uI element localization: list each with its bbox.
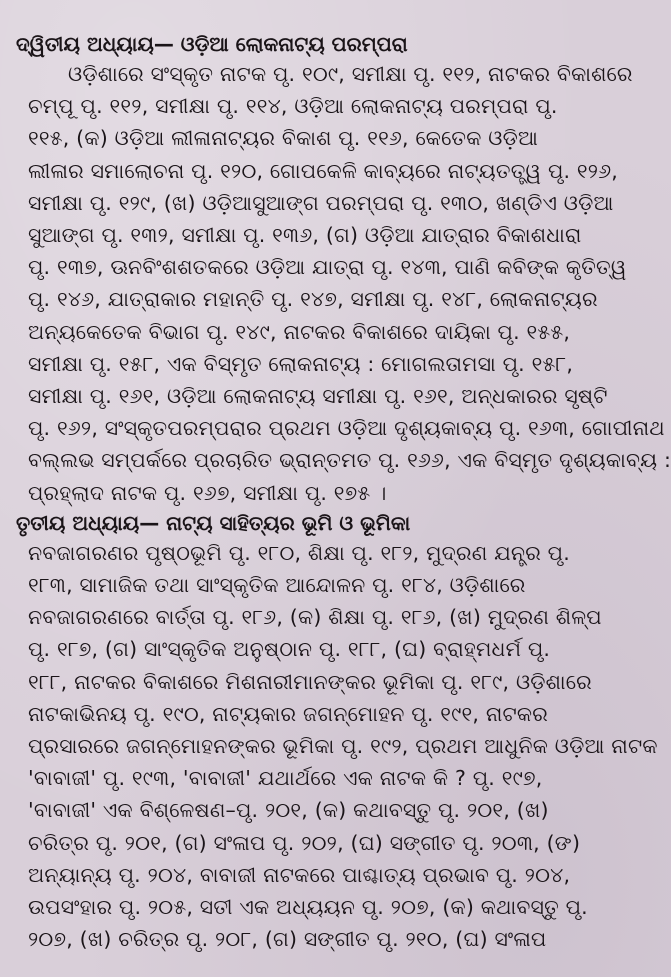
- contents-line: ପୃ. ୧୪୬, ଯାତ୍ରାକାର ମହାନ୍ତି ପୃ. ୧୪୭, ସମୀକ୍ଷା ପୃ. ୧୪୮, ଲୋକନାଟ୍ୟର: [28, 287, 598, 312]
- contents-line: 'ବାବାଜୀ' ଏକ ବିଶ୍ଳେଷଣ–ପୃ. ୨୦୧, (କ) କଥାବସ୍ତୁ ପୃ. ୨୦୧, (ଖ): [28, 798, 549, 823]
- chapter-heading-second: ଦ୍ୱିତୀୟ ଅଧ୍ୟାୟ— ଓଡ଼ିଆ ଲୋକନାଟ୍ୟ ପରମ୍ପରା: [16, 32, 408, 56]
- contents-line: 'ବାବାଜୀ' ପୃ. ୧୯୩, 'ବାବାଜୀ' ଯଥାର୍ଥରେ ଏକ ନାଟକ କି ? ପୃ. ୧୯୭,: [28, 766, 543, 791]
- chapter-contents-second: [16, 58, 671, 509]
- contents-line: ସମୀକ୍ଷା ପୃ. ୧୫୮, ଏକ ବିସ୍ମୃତ ଲୋକନାଟ୍ୟ : ମୋଗଲତାମସା ପୃ. ୧୫୮,: [28, 351, 574, 376]
- contents-line: ସୁଆଙ୍ଗ ପୃ. ୧୩୨, ସମୀକ୍ଷା ପୃ. ୧୩୬, (ଗ) ଓଡ଼ିଆ ଯାତ୍ରାର ବିକାଶଧାରା: [28, 223, 582, 248]
- contents-line: ସମୀକ୍ଷା ପୃ. ୧୨୯, (ଖ) ଓଡ଼ିଆସୁଆଙ୍ଗ ପରମ୍ପରା ପୃ. ୧୩୦, ଖଣ୍ଡିଏ ଓଡ଼ିଆ: [28, 190, 614, 215]
- contents-line: ପ୍ରହ୍ଲାଦ ନାଟକ ପୃ. ୧୬୭, ସମୀକ୍ଷା ପୃ. ୧୭୫ ।: [28, 480, 387, 505]
- contents-line: ୧୧୫, (କ) ଓଡ଼ିଆ ଲୀଳାନାଟ୍ୟର ବିକାଶ ପୃ. ୧୧୬, କେତେକ ଓଡ଼ିଆ: [28, 126, 539, 151]
- contents-line: ସମୀକ୍ଷା ପୃ. ୧୬୧, ଓଡ଼ିଆ ଲୋକନାଟ୍ୟ ସମୀକ୍ଷା ପୃ. ୧୬୧, ଅନ୍ଧକାରର ସୃଷ୍ଟି: [28, 384, 608, 409]
- contents-line: ନବଜାଗରଣରେ ବାର୍ତ୍ତା ପୃ. ୧୮୬, (କ) ଶିକ୍ଷା ପୃ. ୧୮୬, (ଖ) ମୁଦ୍ରଣ ଶିଳ୍ପ: [28, 605, 602, 630]
- contents-line: ନବଜାଗରଣର ପୃଷ୍ଠଭୂମି ପୃ. ୧୮୦, ଶିକ୍ଷା ପୃ. ୧୮୨, ମୁଦ୍ରଣ ଯନ୍ତ୍ର ପୃ.: [28, 540, 570, 565]
- contents-line: ଚରିତ୍ର ପୃ. ୨୦୧, (ଗ) ସଂଳାପ ପୃ. ୨୦୨, (ଘ) ସଙ୍ଗୀତ ପୃ. ୨୦୩, (ଙ): [28, 830, 581, 855]
- contents-line: ୨୦୭, (ଖ) ଚରିତ୍ର ପୃ. ୨୦୮, (ଗ) ସଙ୍ଗୀତ ପୃ. ୨୧୦, (ଘ) ସଂଳାପ: [28, 927, 547, 952]
- contents-line: ପ୍ରସାରରେ ଜଗନ୍ମୋହନଙ୍କର ଭୂମିକା ପୃ. ୧୯୨, ପ୍ରଥମ ଆଧୁନିକ ଓଡ଼ିଆ ନାଟକ: [28, 734, 658, 759]
- contents-line: ୧୮୮, ନାଟକର ବିକାଶରେ ମିଶନାରୀମାନଙ୍କର ଭୂମିକା ପୃ. ୧୮୯, ଓଡ଼ିଶାରେ: [28, 669, 592, 694]
- contents-line: ଅନ୍ୟକେତେକ ବିଭାଗ ପୃ. ୧୪୯, ନାଟକର ବିକାଶରେ ଦାୟିକା ପୃ. ୧୫୫,: [28, 319, 571, 344]
- contents-line: ପୃ. ୧୮୭, (ଗ) ସାଂସ୍କୃତିକ ଅନୁଷ୍ଠାନ ପୃ. ୧୮୮, (ଘ) ବ୍ରାହ୍ମଧର୍ମ ପୃ.: [28, 637, 551, 662]
- contents-line: ଚମ୍ପୂ ପୃ. ୧୧୨, ସମୀକ୍ଷା ପୃ. ୧୧୪, ଓଡ଼ିଆ ଲୋକନାଟ୍ୟ ପରମ୍ପରା ପୃ.: [28, 94, 558, 119]
- contents-line: ଓଡ଼ିଶାରେ ସଂସ୍କୃତ ନାଟକ ପୃ. ୧୦୯, ସମୀକ୍ଷା ପୃ. ୧୧୨, ନାଟକର ବିକାଶରେ: [68, 62, 633, 86]
- contents-line: ଉପସଂହାର ପୃ. ୨୦୫, ସତୀ ଏକ ଅଧ୍ୟୟନ ପୃ. ୨୦୭, (କ) କଥାବସ୍ତୁ ପୃ.: [28, 895, 588, 920]
- contents-line: ପୃ. ୧୬୨, ସଂସ୍କୃତପରମ୍ପରାର ପ୍ରଥମ ଓଡ଼ିଆ ଦୃଶ୍ୟକାବ୍ୟ ପୃ. ୧୬୩, ଗୋପୀନାଥ: [28, 416, 665, 441]
- contents-line: ବଲ୍ଲଭ ସମ୍ପର୍କରେ ପ୍ରଚାରିତ ଭ୍ରାନ୍ତମତ ପୃ. ୧୬୬, ଏକ ବିସ୍ମୃତ ଦୃଶ୍ୟକାବ୍ୟ :: [28, 448, 671, 473]
- contents-line: ଅନ୍ୟାନ୍ୟ ପୃ. ୨୦୪, ବାବାଜୀ ନାଟକରେ ପାଶ୍ଚାତ୍ୟ ପ୍ରଭାବ ପୃ. ୨୦୪,: [28, 862, 571, 887]
- contents-line: ନାଟକାଭିନୟ ପୃ. ୧୯୦, ନାଟ୍ୟକାର ଜଗନ୍ମୋହନ ପୃ. ୧୯୧, ନାଟକର: [28, 701, 549, 726]
- chapter-contents-third: [16, 537, 658, 956]
- contents-line: ଲୀଳାର ସମାଲୋଚନା ପୃ. ୧୨୦, ଗୋପକେଳି କାବ୍ୟରେ ନାଟ୍ୟତତ୍ତ୍ୱ ପୃ. ୧୨୬,: [28, 158, 618, 183]
- contents-line: ପୃ. ୧୩୭, ଊନବିଂଶଶତକରେ ଓଡ଼ିଆ ଯାତ୍ରା ପୃ. ୧୪୩, ପାଣି କବିଙ୍କ କୃତିତ୍ୱ: [28, 255, 627, 280]
- chapter-heading-third: ତୃତୀୟ ଅଧ୍ୟାୟ— ନାଟ୍ୟ ସାହିତ୍ୟର ଭୂମି ଓ ଭୂମିକା: [16, 510, 411, 535]
- contents-line: ୧୮୩, ସାମାଜିକ ତଥା ସାଂସ୍କୃତିକ ଆନ୍ଦୋଳନ ପୃ. ୧୮୪, ଓଡ଼ିଶାରେ: [28, 573, 526, 598]
